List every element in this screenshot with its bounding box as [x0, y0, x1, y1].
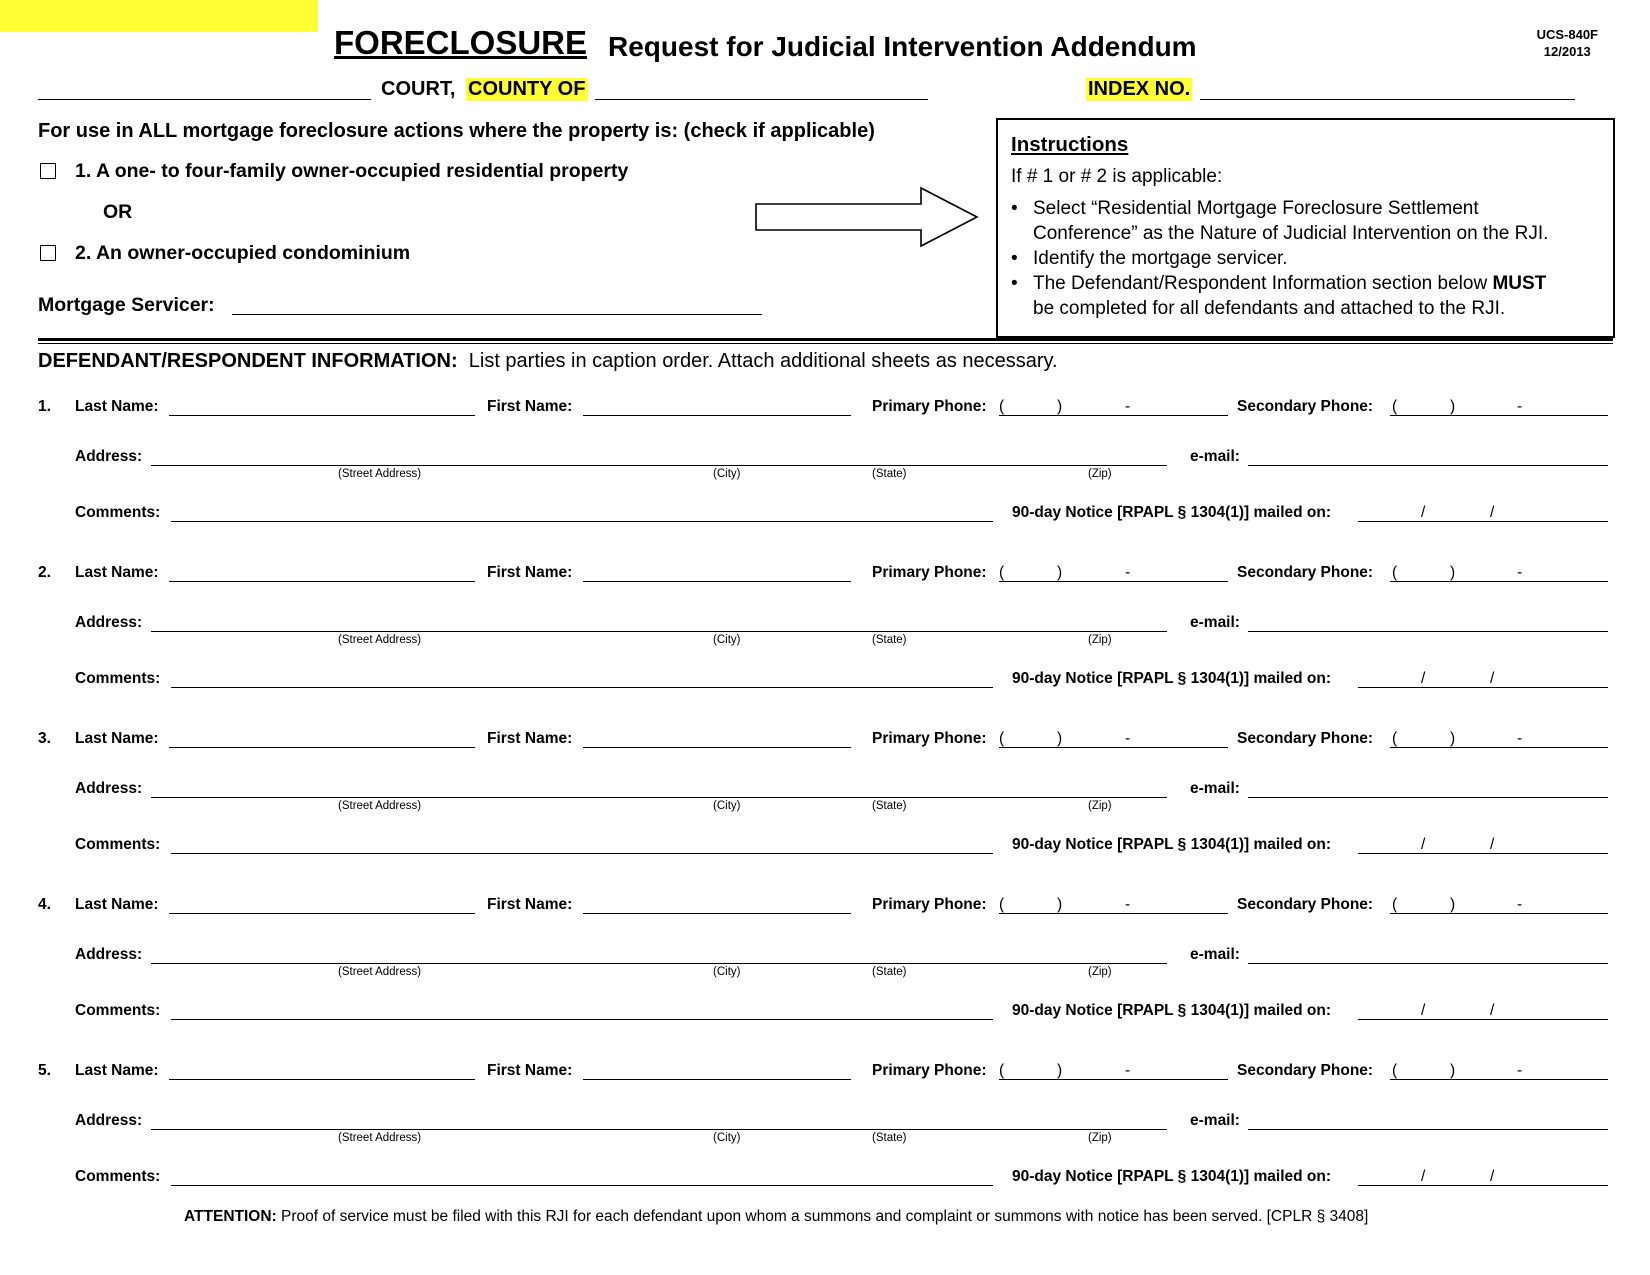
instruction-3-line-1	[1033, 273, 1546, 295]
instructions-title: Instructions	[1011, 133, 1129, 156]
instruction-1-line-2: Conference” as the Nature of Judicial Intervention on the RJI.	[1033, 223, 1549, 244]
or-label: OR	[103, 201, 133, 223]
paren-open: (	[999, 1062, 1005, 1079]
option-1-checkbox[interactable]	[40, 163, 56, 179]
defendant-2-notice-label: 90-day Notice [RPAPL § 1304(1)] mailed on:	[1012, 670, 1331, 687]
section-divider-thin	[38, 343, 1613, 344]
defendant-3-secondary-phone-field[interactable]	[1390, 747, 1608, 748]
form-number: UCS-840F	[1536, 27, 1598, 42]
date-slash: /	[1421, 836, 1426, 853]
defendant-3-last-name-field[interactable]	[169, 747, 475, 748]
defendant-4-address-label: Address:	[75, 946, 143, 963]
street-address-caption: (Street Address)	[338, 634, 422, 646]
servicer-label: Mortgage Servicer:	[38, 294, 215, 316]
defendant-4-secondary-phone-field[interactable]	[1390, 913, 1608, 914]
defendant-3-number: 3.	[38, 730, 51, 747]
court-label: COURT,	[381, 78, 456, 100]
date-slash: /	[1490, 504, 1495, 521]
defendant-4-comments-field[interactable]	[171, 1019, 993, 1020]
defendant-5-first-name-field[interactable]	[583, 1079, 851, 1080]
date-slash: /	[1490, 1168, 1495, 1185]
state-caption: (State)	[872, 468, 907, 480]
defendant-4-notice-date-field[interactable]	[1358, 1019, 1608, 1020]
defendant-1-email-field[interactable]	[1248, 465, 1608, 466]
defendant-section-heading	[38, 350, 1058, 373]
date-slash: /	[1490, 836, 1495, 853]
defendant-3-address-label: Address:	[75, 780, 143, 797]
defendant-2-comments-field[interactable]	[171, 687, 993, 688]
option-1-label: 1. A one- to four-family owner-occupied residential property	[75, 160, 629, 182]
paren-open: (	[1392, 896, 1398, 913]
defendant-3-primary-phone-field[interactable]	[999, 747, 1228, 748]
paren-open: (	[999, 564, 1005, 581]
defendant-4-first-name-label: First Name:	[487, 896, 573, 913]
defendant-4-address-field[interactable]	[151, 963, 1167, 964]
zip-caption: (Zip)	[1088, 634, 1112, 646]
street-address-caption: (Street Address)	[338, 468, 422, 480]
dash: -	[1517, 896, 1523, 913]
defendant-2-last-name-field[interactable]	[169, 581, 475, 582]
defendant-5-comments-label: Comments:	[75, 1168, 161, 1185]
defendant-2-first-name-label: First Name:	[487, 564, 573, 581]
defendant-1-address-label: Address:	[75, 448, 143, 465]
paren-open: (	[999, 896, 1005, 913]
defendant-4-secondary-phone-label: Secondary Phone:	[1237, 896, 1374, 913]
instructions-intro: If # 1 or # 2 is applicable:	[1011, 166, 1223, 187]
paren-close: )	[1450, 730, 1456, 747]
defendant-2-number: 2.	[38, 564, 51, 581]
city-caption: (City)	[713, 966, 741, 978]
defendant-5-email-field[interactable]	[1248, 1129, 1608, 1130]
date-slash: /	[1421, 1168, 1426, 1185]
section-divider	[38, 338, 1613, 341]
defendant-2-first-name-field[interactable]	[583, 581, 851, 582]
paren-open: (	[1392, 1062, 1398, 1079]
applicability-heading: For use in ALL mortgage foreclosure actions where the property is: (check if applicable)	[38, 120, 875, 142]
form-subtitle: Request for Judicial Intervention Addendum	[608, 31, 1197, 62]
defendant-4-comments-label: Comments:	[75, 1002, 161, 1019]
paren-close: )	[1057, 730, 1063, 747]
dash: -	[1125, 896, 1131, 913]
defendant-5-secondary-phone-label: Secondary Phone:	[1237, 1062, 1374, 1079]
paren-open: (	[1392, 398, 1398, 415]
defendant-5-primary-phone-label: Primary Phone:	[872, 1062, 987, 1079]
defendant-3-comments-field[interactable]	[171, 853, 993, 854]
attention-note	[184, 1208, 1368, 1226]
defendant-3-notice-date-field[interactable]	[1358, 853, 1608, 854]
dash: -	[1125, 1062, 1131, 1079]
arrow-right-icon	[755, 186, 980, 248]
street-address-caption: (Street Address)	[338, 800, 422, 812]
defendant-1-secondary-phone-label: Secondary Phone:	[1237, 398, 1374, 415]
option-2-label: 2. An owner-occupied condominium	[75, 242, 411, 264]
defendant-5-number: 5.	[38, 1062, 51, 1079]
state-caption: (State)	[872, 800, 907, 812]
defendant-4-last-name-field[interactable]	[169, 913, 475, 914]
defendant-4-first-name-field[interactable]	[583, 913, 851, 914]
date-slash: /	[1421, 504, 1426, 521]
defendant-1-last-name-field[interactable]	[169, 415, 475, 416]
zip-caption: (Zip)	[1088, 468, 1112, 480]
defendant-2-email-label: e-mail:	[1190, 614, 1240, 631]
instruction-3-emphasis: MUST	[1492, 273, 1547, 294]
paren-close: )	[1450, 896, 1456, 913]
paren-open: (	[1392, 730, 1398, 747]
defendant-5-last-name-label: Last Name:	[75, 1062, 159, 1079]
defendant-2-secondary-phone-field[interactable]	[1390, 581, 1608, 582]
paren-close: )	[1450, 1062, 1456, 1079]
court-name-line	[38, 99, 371, 100]
defendant-3-comments-label: Comments:	[75, 836, 161, 853]
city-caption: (City)	[713, 800, 741, 812]
defendant-2-last-name-label: Last Name:	[75, 564, 159, 581]
attention-text: Proof of service must be filed with this RJI for each defendant upon whom a summons and complaint or summons with notice has been served. [CPLR § 3408]	[281, 1208, 1369, 1225]
instruction-3-text: The Defendant/Respondent Information section below	[1033, 273, 1493, 294]
defendant-5-secondary-phone-field[interactable]	[1390, 1079, 1608, 1080]
defendant-3-notice-label: 90-day Notice [RPAPL § 1304(1)] mailed on:	[1012, 836, 1331, 853]
index-number-field[interactable]	[1200, 99, 1575, 100]
city-caption: (City)	[713, 634, 741, 646]
form-number-block	[1537, 26, 1598, 60]
defendant-4-email-label: e-mail:	[1190, 946, 1240, 963]
defendant-3-email-label: e-mail:	[1190, 780, 1240, 797]
defendant-heading-text: List parties in caption order. Attach additional sheets as necessary.	[468, 350, 1058, 372]
date-slash: /	[1421, 670, 1426, 687]
paren-close: )	[1450, 398, 1456, 415]
bullet-icon: •	[1011, 273, 1018, 294]
form-date: 12/2013	[1543, 44, 1591, 59]
zip-caption: (Zip)	[1088, 1132, 1112, 1144]
defendant-2-email-field[interactable]	[1248, 631, 1608, 632]
paren-close: )	[1057, 1062, 1063, 1079]
city-caption: (City)	[713, 1132, 741, 1144]
defendant-5-notice-label: 90-day Notice [RPAPL § 1304(1)] mailed on:	[1012, 1168, 1331, 1185]
attention-label: ATTENTION:	[184, 1208, 277, 1225]
paren-close: )	[1057, 896, 1063, 913]
defendant-1-first-name-label: First Name:	[487, 398, 573, 415]
date-slash: /	[1490, 1002, 1495, 1019]
state-caption: (State)	[872, 1132, 907, 1144]
form-title: FORECLOSURE	[334, 24, 588, 61]
index-label: INDEX NO.	[1088, 78, 1191, 100]
city-caption: (City)	[713, 468, 741, 480]
dash: -	[1517, 1062, 1523, 1079]
paren-open: (	[999, 730, 1005, 747]
defendant-3-email-field[interactable]	[1248, 797, 1608, 798]
servicer-field[interactable]	[232, 314, 762, 315]
bullet-icon: •	[1011, 198, 1018, 219]
instruction-3-line-2: be completed for all defendants and attached to the RJI.	[1033, 298, 1506, 319]
dash: -	[1517, 730, 1523, 747]
defendant-1-primary-phone-label: Primary Phone:	[872, 398, 987, 415]
defendant-5-last-name-field[interactable]	[169, 1079, 475, 1080]
dash: -	[1125, 730, 1131, 747]
date-slash: /	[1490, 670, 1495, 687]
option-2-checkbox[interactable]	[40, 245, 56, 261]
defendant-1-first-name-field[interactable]	[583, 415, 851, 416]
defendant-5-first-name-label: First Name:	[487, 1062, 573, 1079]
dash: -	[1517, 398, 1523, 415]
defendant-5-comments-field[interactable]	[171, 1185, 993, 1186]
dash: -	[1517, 564, 1523, 581]
defendant-2-primary-phone-label: Primary Phone:	[872, 564, 987, 581]
instruction-1-line-1: Select “Residential Mortgage Foreclosure Settlement	[1033, 198, 1479, 219]
defendant-2-comments-label: Comments:	[75, 670, 161, 687]
defendant-4-notice-label: 90-day Notice [RPAPL § 1304(1)] mailed on:	[1012, 1002, 1331, 1019]
street-address-caption: (Street Address)	[338, 1132, 422, 1144]
defendant-5-primary-phone-field[interactable]	[999, 1079, 1228, 1080]
defendant-5-notice-date-field[interactable]	[1358, 1185, 1608, 1186]
defendant-3-last-name-label: Last Name:	[75, 730, 159, 747]
defendant-1-primary-phone-field[interactable]	[999, 415, 1228, 416]
paren-open: (	[1392, 564, 1398, 581]
defendant-5-address-label: Address:	[75, 1112, 143, 1129]
instruction-2: Identify the mortgage servicer.	[1033, 248, 1288, 269]
street-address-caption: (Street Address)	[338, 966, 422, 978]
defendant-3-first-name-field[interactable]	[583, 747, 851, 748]
state-caption: (State)	[872, 634, 907, 646]
defendant-5-address-field[interactable]	[151, 1129, 1167, 1130]
defendant-1-comments-field[interactable]	[171, 521, 993, 522]
dash: -	[1125, 398, 1131, 415]
defendant-heading-label: DEFENDANT/RESPONDENT INFORMATION:	[38, 350, 458, 372]
defendant-5-email-label: e-mail:	[1190, 1112, 1240, 1129]
defendant-3-secondary-phone-label: Secondary Phone:	[1237, 730, 1374, 747]
date-slash: /	[1421, 1002, 1426, 1019]
defendant-1-number: 1.	[38, 398, 51, 415]
defendant-4-primary-phone-label: Primary Phone:	[872, 896, 987, 913]
defendant-1-comments-label: Comments:	[75, 504, 161, 521]
paren-close: )	[1057, 398, 1063, 415]
defendant-2-primary-phone-field[interactable]	[999, 581, 1228, 582]
defendant-4-number: 4.	[38, 896, 51, 913]
defendant-2-secondary-phone-label: Secondary Phone:	[1237, 564, 1374, 581]
defendant-4-email-field[interactable]	[1248, 963, 1608, 964]
defendant-4-last-name-label: Last Name:	[75, 896, 159, 913]
paren-open: (	[999, 398, 1005, 415]
defendant-2-address-label: Address:	[75, 614, 143, 631]
defendant-1-email-label: e-mail:	[1190, 448, 1240, 465]
defendant-1-last-name-label: Last Name:	[75, 398, 159, 415]
county-field[interactable]	[595, 99, 928, 100]
county-label: COUNTY OF	[468, 78, 586, 100]
zip-caption: (Zip)	[1088, 966, 1112, 978]
defendant-2-notice-date-field[interactable]	[1358, 687, 1608, 688]
paren-close: )	[1450, 564, 1456, 581]
court-name-field[interactable]	[0, 0, 318, 32]
bullet-icon: •	[1011, 248, 1018, 269]
state-caption: (State)	[872, 966, 907, 978]
defendant-1-notice-label: 90-day Notice [RPAPL § 1304(1)] mailed on:	[1012, 504, 1331, 521]
defendant-2-address-field[interactable]	[151, 631, 1167, 632]
zip-caption: (Zip)	[1088, 800, 1112, 812]
defendant-3-first-name-label: First Name:	[487, 730, 573, 747]
defendant-1-notice-date-field[interactable]	[1358, 521, 1608, 522]
defendant-3-primary-phone-label: Primary Phone:	[872, 730, 987, 747]
defendant-3-address-field[interactable]	[151, 797, 1167, 798]
defendant-4-primary-phone-field[interactable]	[999, 913, 1228, 914]
defendant-1-secondary-phone-field[interactable]	[1390, 415, 1608, 416]
paren-close: )	[1057, 564, 1063, 581]
defendant-1-address-field[interactable]	[151, 465, 1167, 466]
dash: -	[1125, 564, 1131, 581]
